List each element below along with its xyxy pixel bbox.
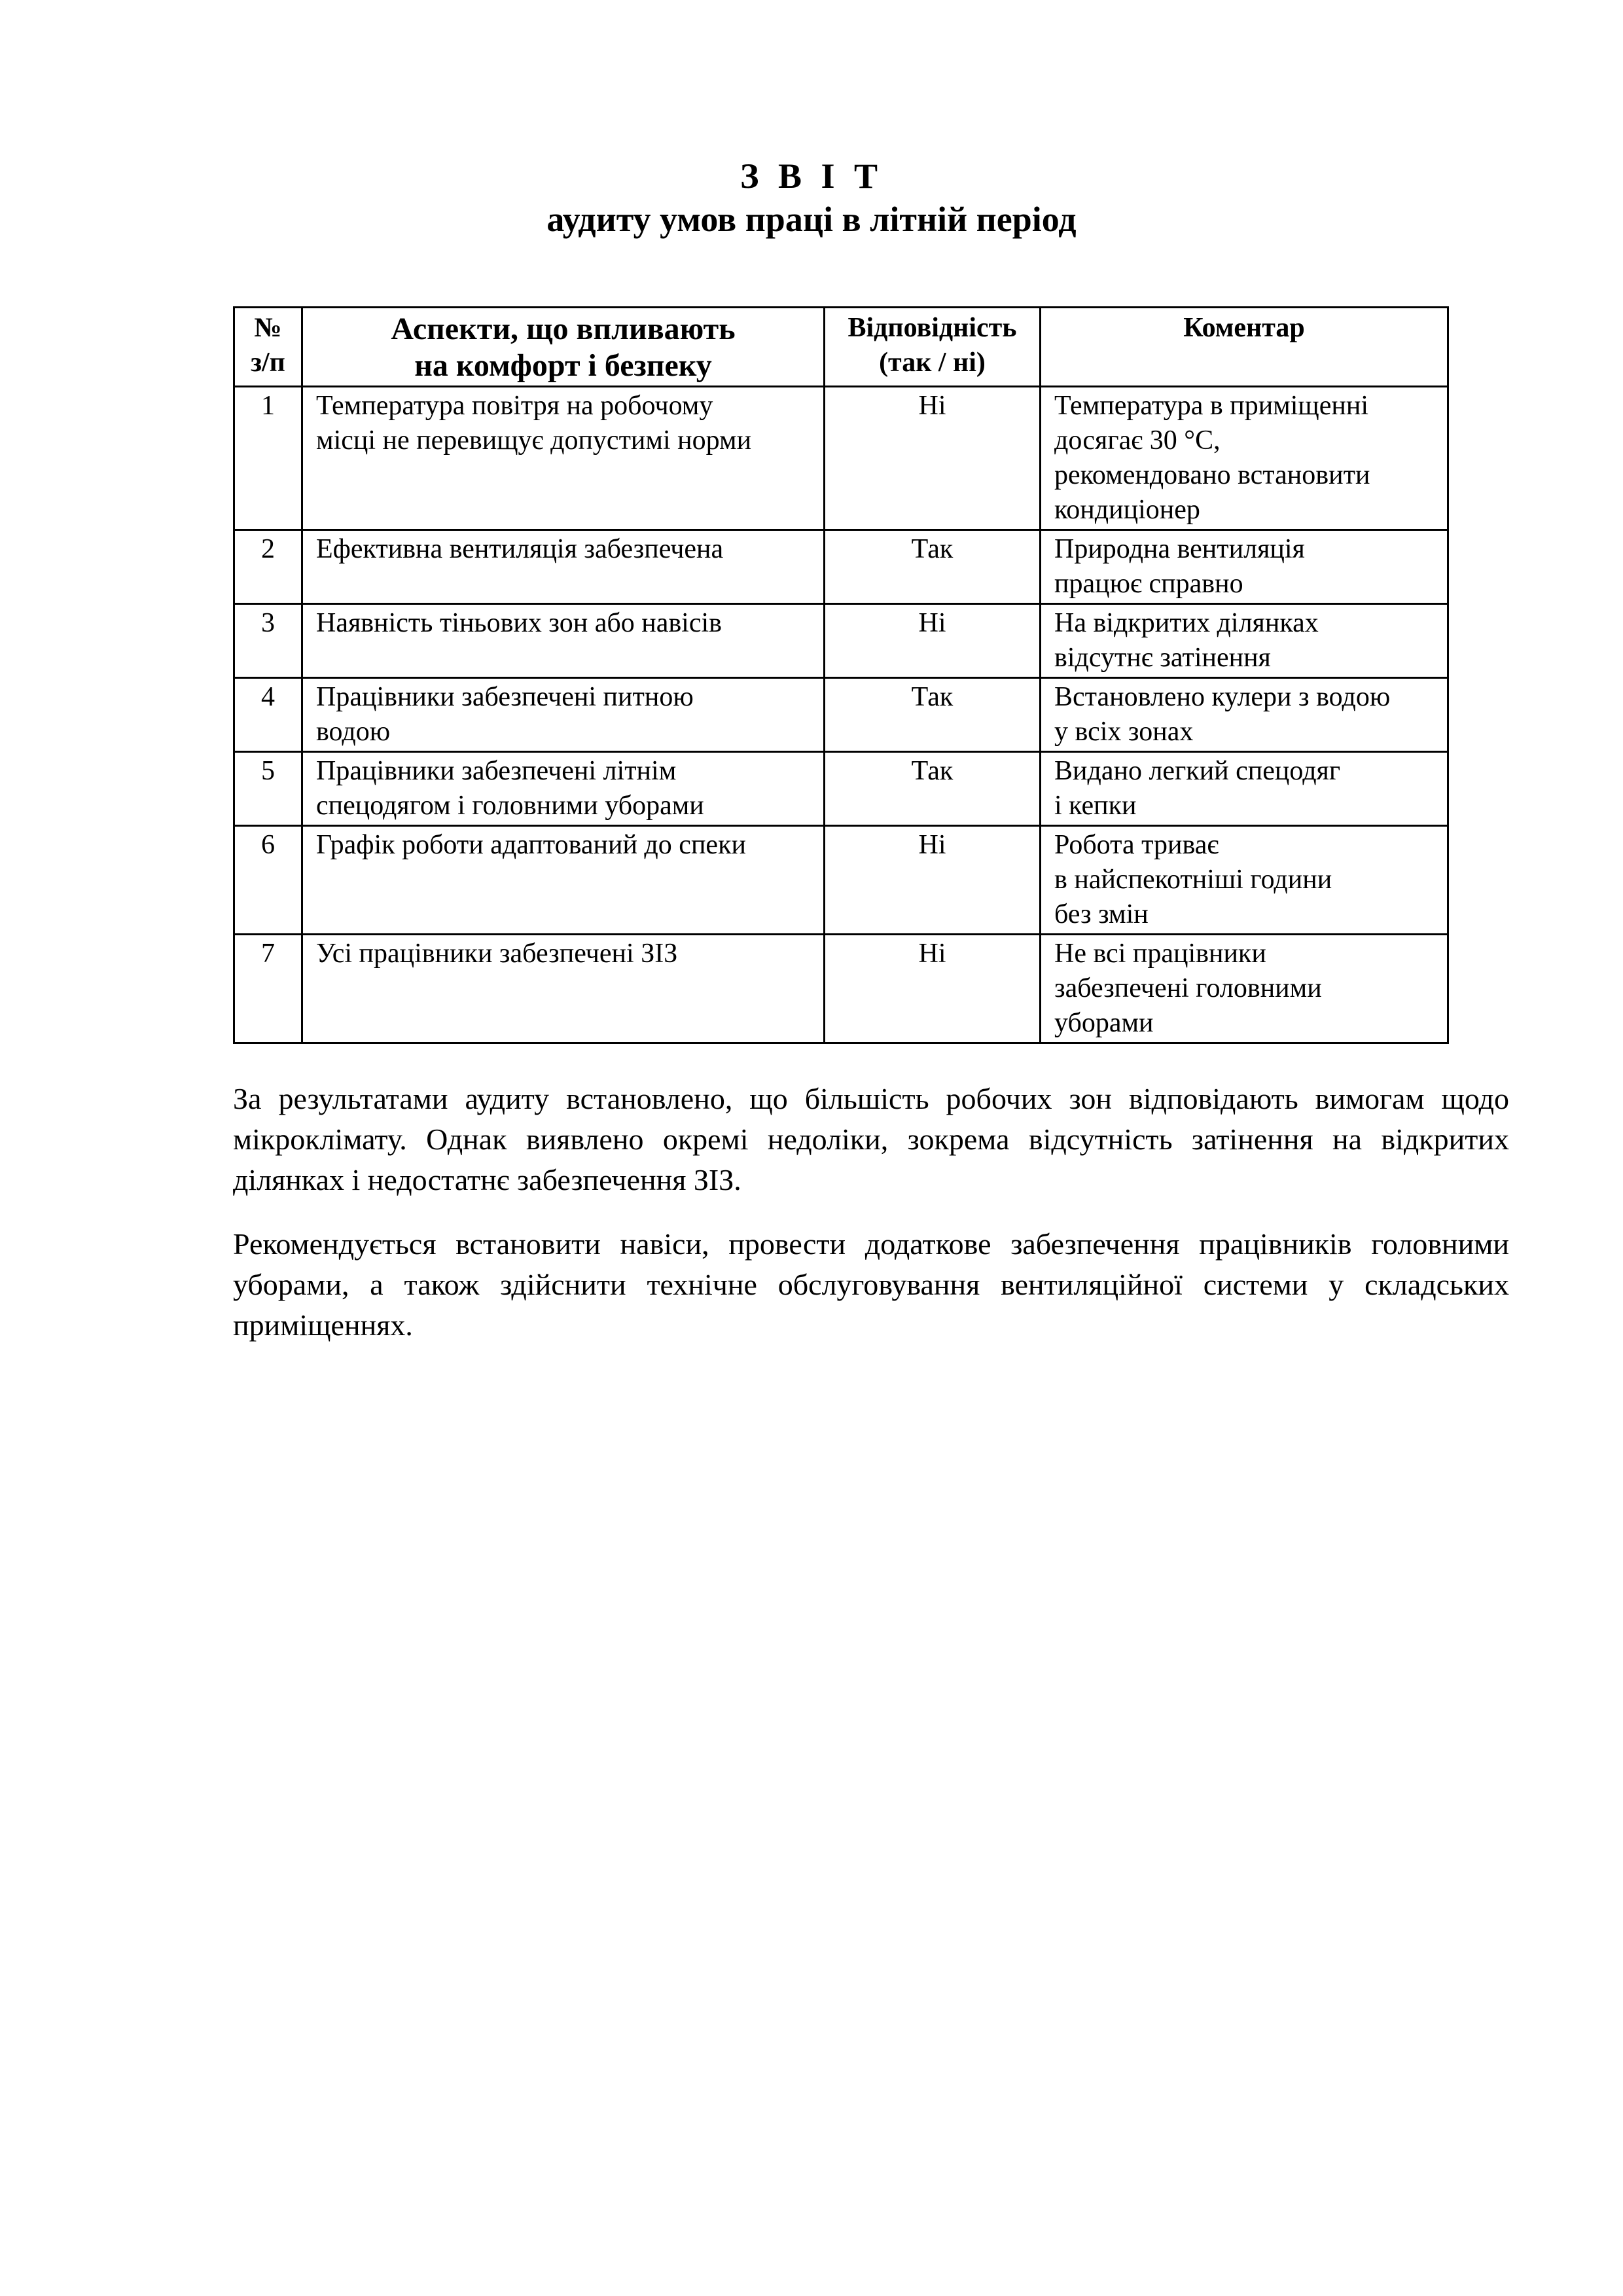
table-row	[234, 530, 1448, 604]
row-compliance: Ні	[825, 387, 1041, 530]
row-compliance: Так	[825, 530, 1041, 604]
row-compliance: Так	[825, 678, 1041, 752]
table-row	[234, 678, 1448, 752]
row-aspect: Усі працівники забезпечені ЗІЗ	[302, 935, 825, 1043]
header-comment: Коментар	[1041, 308, 1448, 387]
row-comment: На відкритих ділянках відсутнє затінення	[1041, 604, 1448, 678]
row-aspect: Працівники забезпечені літнім спецодягом і головними уборами	[302, 752, 825, 826]
row-aspect: Наявність тіньових зон або навісів	[302, 604, 825, 678]
row-comment: Видано легкий спецодяг і кепки	[1041, 752, 1448, 826]
row-comment: Робота триває в найспекотніші години без змін	[1041, 826, 1448, 935]
row-number: 7	[234, 935, 302, 1043]
table-row	[234, 752, 1448, 826]
row-aspect: Графік роботи адаптований до спеки	[302, 826, 825, 935]
row-compliance: Ні	[825, 826, 1041, 935]
row-number: 3	[234, 604, 302, 678]
table-row	[234, 935, 1448, 1043]
table-header-row	[234, 308, 1448, 387]
document-title: З В І Т	[740, 156, 883, 196]
document-subtitle: аудиту умов праці в літній період	[546, 200, 1077, 239]
row-aspect: Ефективна вентиляція забезпечена	[302, 530, 825, 604]
table-row	[234, 604, 1448, 678]
header-number: № з/п	[234, 308, 302, 387]
row-number: 1	[234, 387, 302, 530]
row-compliance: Ні	[825, 604, 1041, 678]
row-comment: Температура в приміщенні досягає 30 °С, рекомендовано встановити кондиціонер	[1041, 387, 1448, 530]
row-comment: Не всі працівники забезпечені головними уборами	[1041, 935, 1448, 1043]
row-comment: Природна вентиляція працює справно	[1041, 530, 1448, 604]
row-number: 2	[234, 530, 302, 604]
table-row	[234, 826, 1448, 935]
header-compliance: Відповідність (так / ні)	[825, 308, 1041, 387]
row-comment: Встановлено кулери з водою у всіх зонах	[1041, 678, 1448, 752]
row-aspect: Працівники забезпечені питною водою	[302, 678, 825, 752]
audit-table	[233, 306, 1449, 1044]
conclusion-paragraph: За результатами аудиту встановлено, що більшість робочих зон відповідають вимогам щодо мікроклімату. Однак виявлено окремі недоліки, зокрема відсутність затінення на відкритих ділянках і недостатнє забезпечення ЗІЗ.	[233, 1082, 1509, 1196]
row-number: 6	[234, 826, 302, 935]
header-aspect: Аспекти, що впливають на комфорт і безпеку	[302, 308, 825, 387]
row-compliance: Так	[825, 752, 1041, 826]
row-number: 4	[234, 678, 302, 752]
row-compliance: Ні	[825, 935, 1041, 1043]
row-aspect: Температура повітря на робочому місці не перевищує допустимі норми	[302, 387, 825, 530]
row-number: 5	[234, 752, 302, 826]
table-row	[234, 387, 1448, 530]
recommendation-paragraph: Рекомендується встановити навіси, провести додаткове забезпечення працівників головними уборами, а також здійснити технічне обслуговування вентиляційної системи у складських приміщеннях.	[233, 1227, 1509, 1342]
